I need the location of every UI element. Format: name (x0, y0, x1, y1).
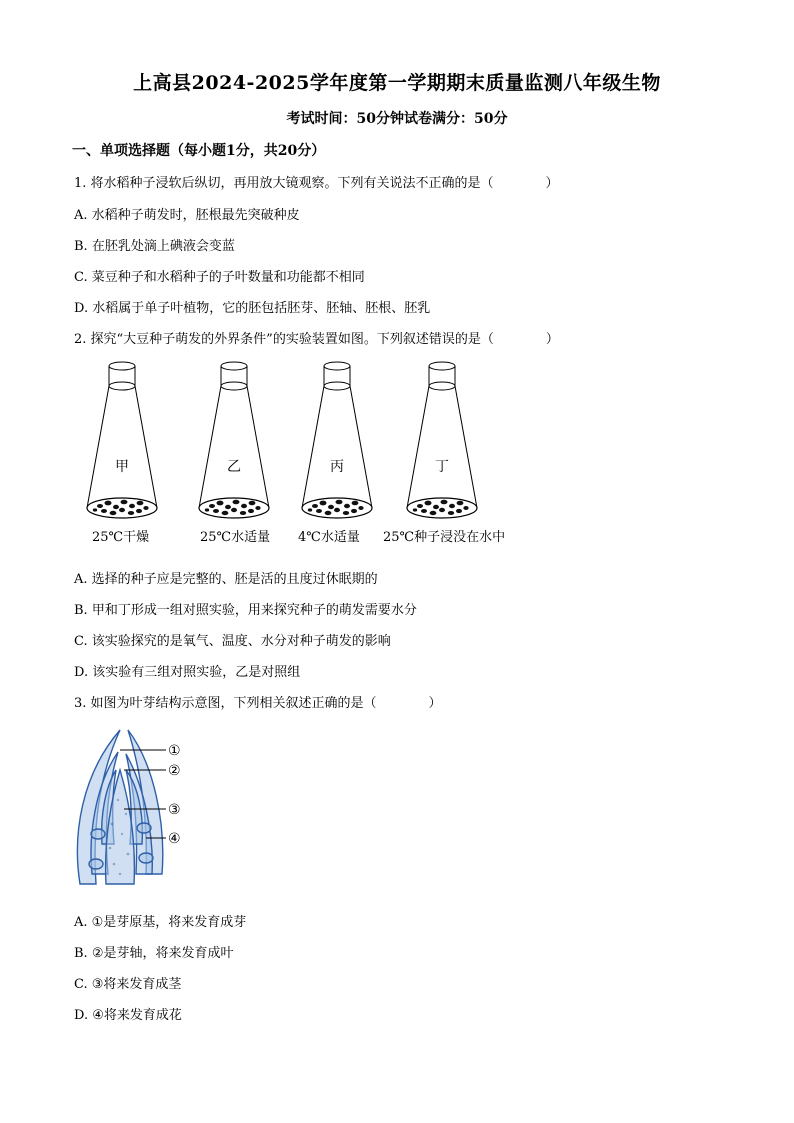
marker-3: ③ (168, 802, 181, 818)
question-3-option-b: B. ②是芽轴，将来发育成叶 (74, 946, 234, 961)
question-2-option-c: C. 该实验探究的是氧气、温度、水分对种子萌发的影响 (74, 634, 391, 649)
page-title: 上高县2024-2025学年度第一学期期末质量监测八年级生物 (133, 72, 661, 94)
flask-caption-yi: 25℃水适量 (200, 530, 271, 545)
question-3-stem: 3. 如图为叶芽结构示意图，下列相关叙述正确的是（ ） (74, 696, 442, 711)
question-3-option-c: C. ③将来发育成茎 (74, 977, 182, 992)
flask-caption-bing: 4℃水适量 (298, 530, 360, 545)
question-1-option-a: A. 水稻种子萌发时，胚根最先突破种皮 (74, 208, 300, 223)
question-2-option-a: A. 选择的种子应是完整的、胚是活的且度过休眠期的 (74, 572, 378, 587)
flask-diagram (70, 356, 510, 528)
flask-caption-jia: 25℃干燥 (92, 530, 150, 545)
question-3-option-d: D. ④将来发育成花 (74, 1008, 182, 1023)
flask-label-bing: 丙 (330, 459, 344, 475)
flask-caption-ding: 25℃种子浸没在水中 (383, 530, 506, 545)
marker-4: ④ (168, 831, 181, 847)
leaf-bud-diagram (62, 724, 202, 896)
question-1-option-d: D. 水稻属于单子叶植物，它的胚包括胚芽、胚轴、胚根、胚乳 (74, 301, 431, 316)
exam-info: 考试时间：50分钟试卷满分：50分 (286, 111, 508, 127)
question-1-option-c: C. 菜豆种子和水稻种子的子叶数量和功能都不相同 (74, 270, 365, 285)
marker-1: ① (168, 743, 181, 759)
question-1-option-b: B. 在胚乳处滴上碘液会变蓝 (74, 239, 235, 254)
marker-2: ② (168, 763, 181, 779)
flask-label-yi: 乙 (227, 459, 241, 475)
question-2-stem: 2. 探究“大豆种子萌发的外界条件”的实验装置如图。下列叙述错误的是（ ） (74, 332, 559, 347)
question-3-option-a: A. ①是芽原基，将来发育成芽 (74, 915, 247, 930)
section-heading: 一、单项选择题（每小题1分，共20分） (72, 143, 326, 159)
question-1-stem: 1. 将水稻种子浸软后纵切，再用放大镜观察。下列有关说法不正确的是（ ） (74, 176, 559, 191)
question-2-option-b: B. 甲和丁形成一组对照实验，用来探究种子的萌发需要水分 (74, 603, 417, 618)
flask-label-jia: 甲 (115, 459, 129, 475)
flask-label-ding: 丁 (435, 459, 449, 475)
question-2-option-d: D. 该实验有三组对照实验，乙是对照组 (74, 665, 301, 680)
